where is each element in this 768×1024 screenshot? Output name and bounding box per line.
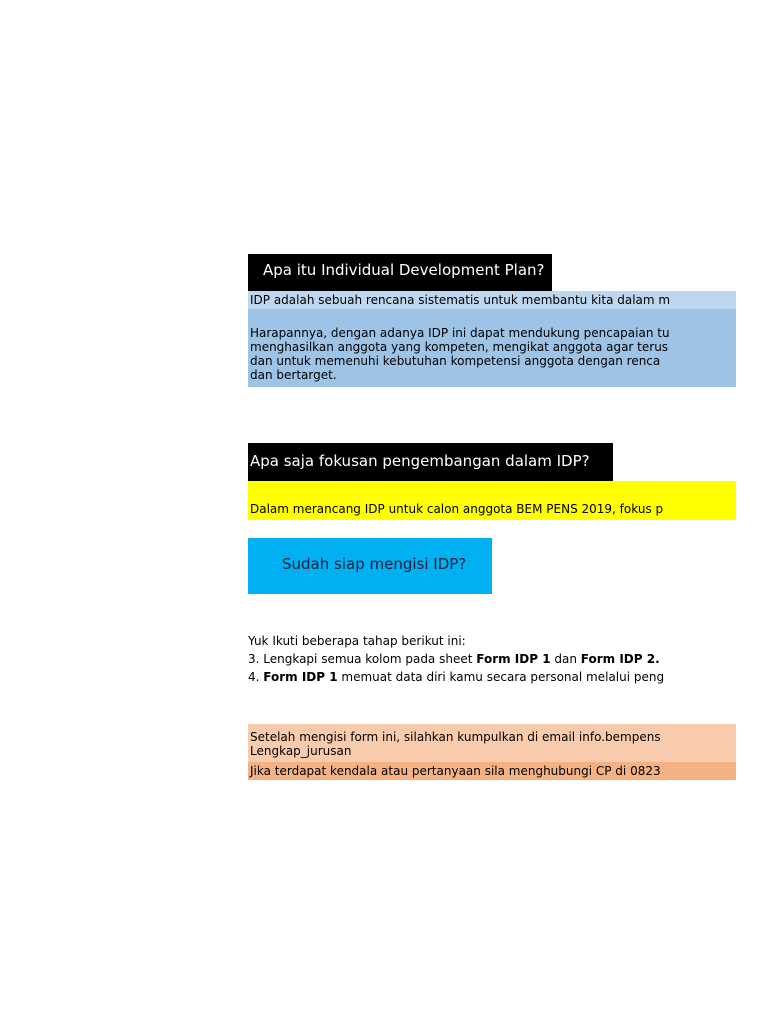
step-3 [248,650,675,668]
step-3-and: dan [550,652,581,666]
focus-description-row [248,481,736,520]
steps-intro: Yuk Ikuti beberapa tahap berikut ini: [248,634,466,648]
submission-line-1: Setelah mengisi form ini, silahkan kumpulkan di email info.bempens [250,730,661,744]
contact-text: Jika terdapat kendala atau pertanyaan sila menghubungi CP di 0823 [250,764,661,778]
step-4 [248,668,675,686]
contact-row [248,762,736,780]
step-3-form1: Form IDP 1 [476,652,551,666]
focus-description-text: Dalam merancang IDP untuk calon anggota BEM PENS 2019, fokus p [250,502,664,516]
section-heading-focus [248,443,613,481]
step-4-prefix: 4. [248,670,264,684]
section-heading-text: Apa itu Individual Development Plan? [263,261,545,279]
idp-hope-paragraph [248,309,736,387]
hope-line: dan untuk memenuhi kebutuhan kompetensi anggota dengan renca [250,354,661,368]
ready-to-fill-idp-button[interactable] [248,538,492,594]
submission-instructions [248,724,736,762]
step-3-form2: Form IDP 2. [580,652,660,666]
idp-definition-row [248,291,736,309]
hope-line: dan bertarget. [250,368,337,382]
submission-line-2: Lengkap_jurusan [250,744,352,758]
steps-block [248,632,675,686]
step-3-prefix: 3. Lengkapi semua kolom pada sheet [248,652,477,666]
step-4-form1: Form IDP 1 [263,670,338,684]
section-heading-what-is-idp [248,254,552,291]
hope-line: Harapannya, dengan adanya IDP ini dapat mendukung pencapaian tu [250,326,670,340]
ready-to-fill-idp-label: Sudah siap mengisi IDP? [282,555,467,573]
section-heading-text: Apa saja fokusan pengembangan dalam IDP? [250,452,590,470]
idp-definition-text: IDP adalah sebuah rencana sistematis untuk membantu kita dalam m [250,293,671,307]
hope-line: menghasilkan anggota yang kompeten, mengikat anggota agar terus [250,340,669,354]
step-4-rest: memuat data diri kamu secara personal melalui peng [337,670,665,684]
